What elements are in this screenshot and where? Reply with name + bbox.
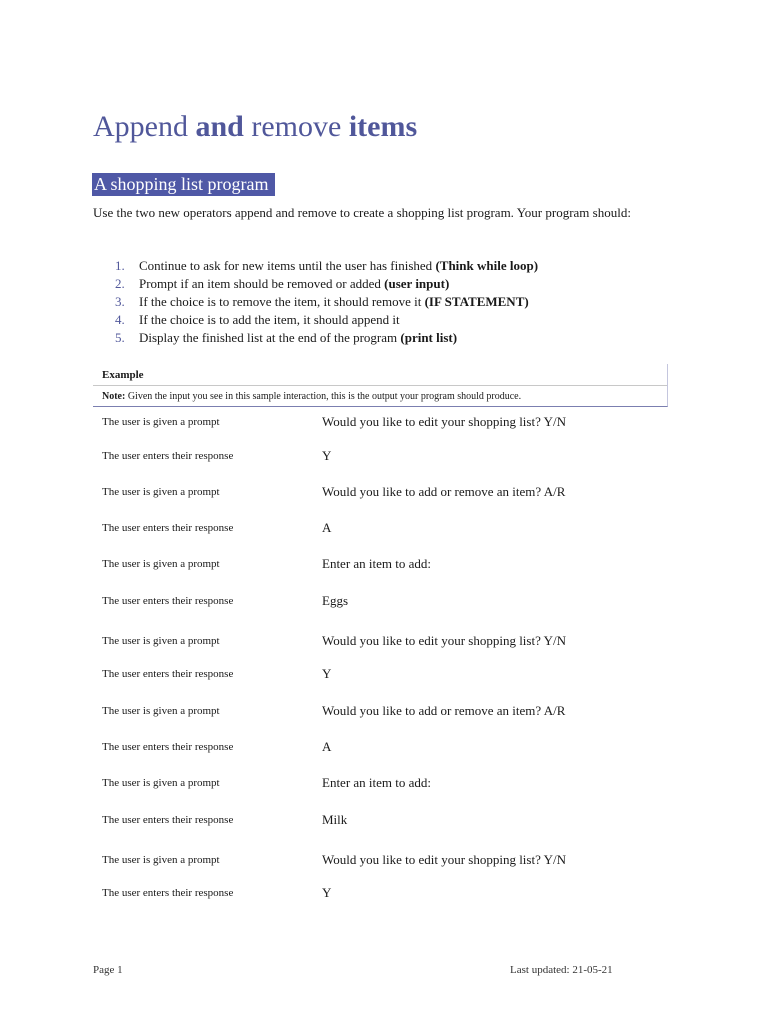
list-item-text: If the choice is to remove the item, it should remove it	[139, 294, 425, 309]
list-item	[93, 257, 538, 275]
list-item-text: If the choice is to add the item, it should append it	[139, 312, 400, 327]
list-item-text: Continue to ask for new items until the user has finished	[139, 258, 436, 273]
requirements-list	[93, 257, 538, 347]
interaction-value: Would you like to edit your shopping list? Y/N	[322, 852, 567, 867]
interaction-value: Y	[322, 666, 332, 681]
note-label: Note:	[102, 391, 126, 402]
intro-paragraph: Use the two new operators append and remove to create a shopping list program. Your program should:	[93, 205, 631, 220]
interaction-label: The user enters their response	[102, 522, 234, 534]
interaction-value: A	[322, 520, 332, 535]
interaction-label: The user is given a prompt	[102, 854, 220, 866]
list-number: 2.	[115, 276, 125, 291]
list-item-text: Prompt if an item should be removed or added	[139, 276, 385, 291]
interaction-label: The user is given a prompt	[102, 635, 220, 647]
example-note	[93, 385, 667, 407]
list-item	[93, 311, 538, 329]
list-number: 3.	[115, 294, 125, 309]
title-part: Append	[93, 110, 196, 143]
page-number: Page 1	[93, 964, 123, 976]
interaction-value: A	[322, 739, 332, 754]
interaction-value: Y	[322, 448, 332, 463]
list-item	[93, 329, 538, 347]
interaction-label: The user enters their response	[102, 814, 234, 826]
list-item-text: Display the finished list at the end of the program	[139, 330, 401, 345]
title-part: and	[195, 110, 244, 143]
interaction-label: The user is given a prompt	[102, 486, 220, 498]
list-item-hint: (Think while loop)	[435, 258, 539, 273]
interaction-label: The user enters their response	[102, 741, 234, 753]
note-text: Given the input you see in this sample interaction, this is the output your program should produce.	[125, 391, 522, 402]
interaction-label: The user is given a prompt	[102, 777, 220, 789]
interaction-value: Enter an item to add:	[322, 556, 432, 571]
interaction-value: Would you like to add or remove an item? A/R	[322, 484, 566, 499]
interaction-label: The user enters their response	[102, 450, 234, 462]
title-part: remove	[243, 110, 349, 143]
interaction-label: The user is given a prompt	[102, 416, 220, 428]
interaction-value: Would you like to add or remove an item? A/R	[322, 703, 566, 718]
list-item-hint: (user input)	[384, 276, 450, 291]
interaction-value: Eggs	[322, 593, 348, 608]
list-number: 5.	[115, 330, 125, 345]
page-title	[93, 110, 417, 144]
list-item-hint: (print list)	[400, 330, 458, 345]
last-updated: Last updated: 21-05-21	[510, 964, 613, 976]
section-heading: A shopping list program	[92, 173, 275, 196]
list-number: 4.	[115, 312, 125, 327]
interaction-label: The user enters their response	[102, 668, 234, 680]
interaction-value: Milk	[322, 812, 348, 827]
interaction-value: Enter an item to add:	[322, 775, 432, 790]
list-item	[93, 275, 538, 293]
example-heading: Example	[102, 369, 144, 381]
interaction-value: Would you like to edit your shopping list? Y/N	[322, 414, 567, 429]
interaction-label: The user enters their response	[102, 595, 234, 607]
list-number: 1.	[115, 258, 125, 273]
interaction-value: Y	[322, 885, 332, 900]
list-item	[93, 293, 538, 311]
example-box	[93, 364, 668, 407]
interaction-value: Would you like to edit your shopping list? Y/N	[322, 633, 567, 648]
title-part: items	[348, 110, 418, 143]
list-item-hint: (IF STATEMENT)	[424, 294, 529, 309]
interaction-label: The user is given a prompt	[102, 705, 220, 717]
interaction-label: The user is given a prompt	[102, 558, 220, 570]
interaction-label: The user enters their response	[102, 887, 234, 899]
